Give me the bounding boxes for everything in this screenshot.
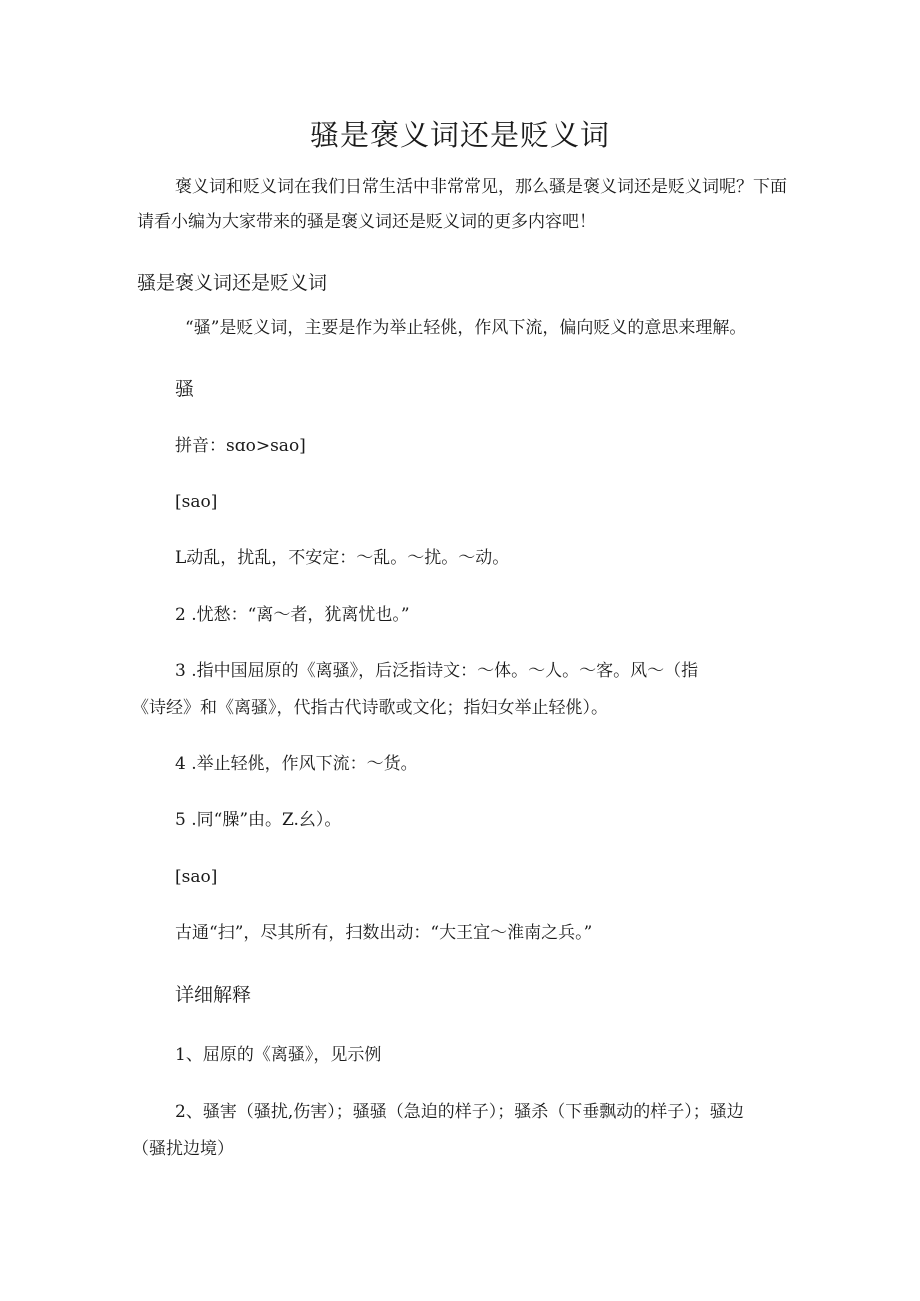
entry-reading-2: [sao] <box>175 867 218 887</box>
section-heading: 骚是褒义词还是贬义词 <box>137 272 328 294</box>
intro-line-2: 请看小编为大家带来的骚是褒义词还是贬义词的更多内容吧！ <box>137 212 596 232</box>
entry-character: 骚 <box>175 378 195 400</box>
details-heading: 详细解释 <box>175 984 252 1006</box>
page-title: 骚是褒义词还是贬义词 <box>309 118 610 152</box>
details-item-1: 1、屈原的《离骚》，见示例 <box>175 1045 382 1065</box>
definition-3: 3 .指中国屈原的《离骚》，后泛指诗文：～体。～人。～客。风～（指 <box>175 661 699 681</box>
definition-5: 5 .同“臊”由。Z.幺）。 <box>175 810 342 830</box>
definition-1: L动乱，扰乱，不安定：～乱。～扰。～动。 <box>175 548 510 568</box>
definition-archaic: 古通“扫”，尽其所有，扫数出动：“大王宜～淮南之兵。” <box>175 923 593 943</box>
details-item-2-continued: （骚扰边境） <box>132 1139 234 1159</box>
details-item-2: 2、骚害（骚扰,伤害）；骚骚（急迫的样子）；骚杀（下垂飘动的样子）；骚边 <box>175 1102 744 1122</box>
definition-4: 4 .举止轻佻，作风下流：～货。 <box>175 754 418 774</box>
entry-pinyin: 拼音：sɑo>sao] <box>175 436 306 456</box>
definition-3-continued: 《诗经》和《离骚》，代指古代诗歌或文化；指妇女举止轻佻）。 <box>132 698 608 718</box>
entry-reading-1: [sao] <box>175 492 218 512</box>
answer-paragraph: “骚”是贬义词，主要是作为举止轻佻，作风下流，偏向贬义的意思来理解。 <box>185 318 747 338</box>
intro-line-1: 褒义词和贬义词在我们日常生活中非常常见，那么骚是褒义词还是贬义词呢？下面 <box>175 177 787 197</box>
definition-2: 2 .忧愁：“离～者，犹离忧也。” <box>175 605 410 625</box>
